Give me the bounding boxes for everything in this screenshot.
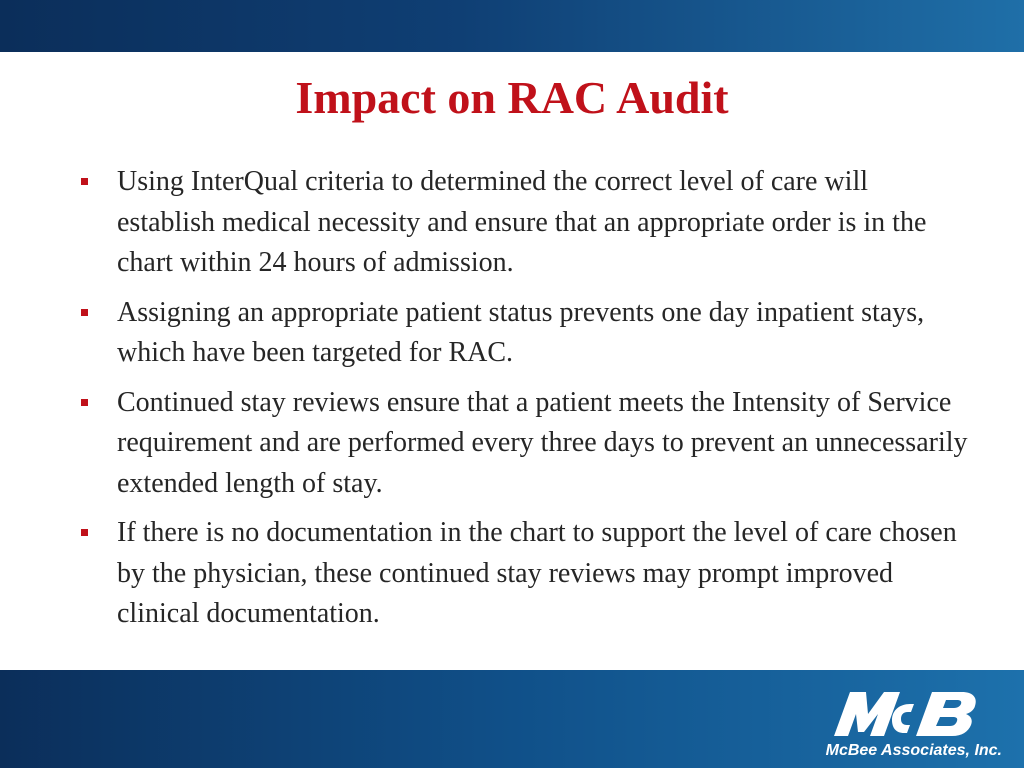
bullet-text: Continued stay reviews ensure that a patient meets the Intensity of Service requirement and are performed every three days to prevent an unnecessarily extended length of stay.	[117, 386, 968, 499]
bullet-list	[76, 162, 971, 644]
bullet-text: Assigning an appropriate patient status prevents one day inpatient stays, which have been targeted for RAC.	[117, 296, 925, 368]
mcbee-logo-icon	[812, 686, 1002, 742]
square-bullet-icon	[81, 399, 88, 406]
mcbee-logo	[812, 686, 1002, 760]
bullet-item	[76, 293, 971, 374]
top-header-band	[0, 0, 1024, 52]
square-bullet-icon	[81, 529, 88, 536]
slide-title: Impact on RAC Audit	[295, 72, 729, 123]
bullet-item	[76, 383, 971, 505]
square-bullet-icon	[81, 178, 88, 185]
bullet-text: If there is no documentation in the chart to support the level of care chosen by the physician, these continued stay reviews may prompt improved clinical documentation.	[117, 517, 957, 629]
bottom-footer-band	[0, 670, 1024, 768]
bullet-text: Using InterQual criteria to determined the correct level of care will establish medical necessity and ensure that an appropriate order is in the chart within 24 hours of admission.	[117, 166, 927, 278]
square-bullet-icon	[81, 309, 88, 316]
bullet-item	[76, 162, 971, 284]
bullet-item	[76, 513, 971, 635]
company-name: McBee Associates, Inc.	[825, 742, 1002, 759]
